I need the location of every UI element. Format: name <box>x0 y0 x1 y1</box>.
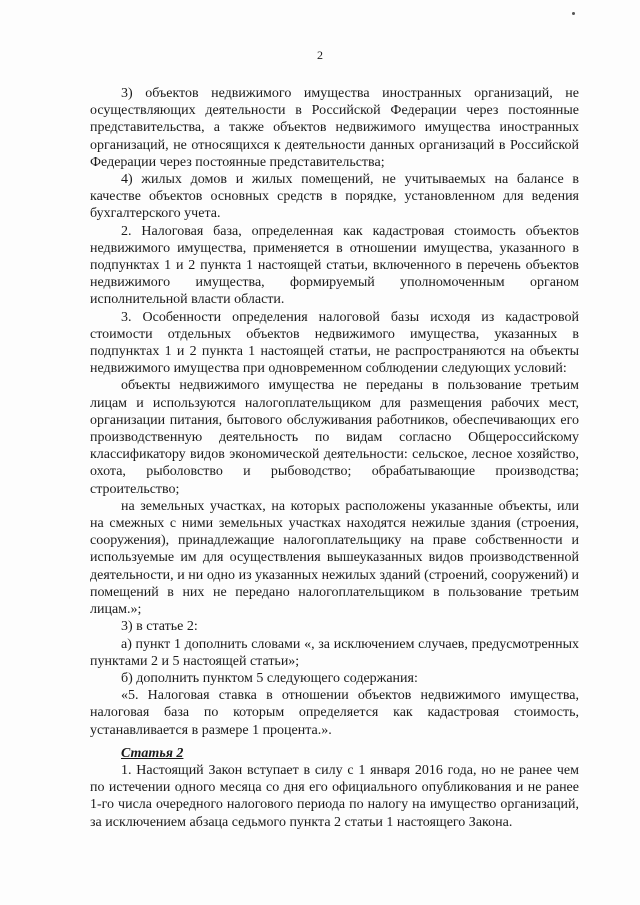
paragraph-subitem-4-residential: 4) жилых домов и жилых помещений, не учитываемых на балансе в качестве объектов основных средств в порядке, установленном для ведения бухгалтерского учета. <box>90 172 579 222</box>
document-body <box>90 85 579 831</box>
paragraph-condition-2: на земельных участках, на которых расположены указанные объекты, или на смежных с ними земельных участках находятся нежилые здания (строения, сооружения), принадлежащие налогоплательщику на праве собственности и используемые им для осуществления вышеуказанных видов производственной деятельности, и ни одно из указанных нежилых зданий (строений, сооружений) и помещений в них не передано налогоплательщиком в пользование третьим лицам.»; <box>90 498 579 618</box>
paragraph-new-item-5: «5. Налоговая ставка в отношении объектов недвижимого имущества, налоговая база по которым определяется как кадастровая стоимость, устанавливается в размере 1 процента.». <box>90 688 579 738</box>
page-number: 2 <box>317 48 323 62</box>
scan-mark <box>572 12 575 15</box>
paragraph-amend-b: б) дополнить пунктом 5 следующего содержания: <box>121 670 418 686</box>
paragraph-condition-1: объекты недвижимого имущества не переданы в пользование третьим лицам и используются налогоплательщиком для размещения рабочих мест, организации питания, бытового обслуживания работников, обеспечивающих его производственную деятельность по видам согласно Общероссийскому классификатору видов экономической деятельности: сельское, лесное хозяйство, охота, рыболовство и рыбоводство; обрабатывающие производства; строительство; <box>90 378 579 497</box>
paragraph-item-2-tax-base: 2. Налоговая база, определенная как кадастровая стоимость объектов недвижимого имущества, применяется в отношении имущества, указанного в подпунктах 1 и 2 пункта 1 настоящей статьи, включенного в перечень объектов недвижимого имущества, формируемый уполномоченным органом исполнительной власти области. <box>90 223 579 308</box>
paragraph-entry-into-force: 1. Настоящий Закон вступает в силу с 1 января 2016 года, но не ранее чем по истечении одного месяца со дня его официального опубликования и не ранее 1-го числа очередного налогового периода по налогу на имущество организаций, за исключением абзаца седьмого пункта 2 статьи 1 настоящего Закона. <box>90 762 579 830</box>
paragraph-subitem-3-foreign-orgs: 3) объектов недвижимого имущества иностранных организаций, не осуществляющих деятельности в Российской Федерации через постоянные представительства, а также объектов недвижимого имущества иностранных организаций, не относящихся к деятельности данных организаций в Российской Федерации через постоянные представительства; <box>90 86 579 170</box>
paragraph-article-2-amend: 3) в статье 2: <box>121 619 198 635</box>
paragraph-amend-a: а) пункт 1 дополнить словами «, за исключением случаев, предусмотренных пунктами 2 и 5 настоящей статьи»; <box>90 636 579 669</box>
paragraph-item-3-features: 3. Особенности определения налоговой базы исходя из кадастровой стоимости отдельных объектов недвижимого имущества, указанных в подпунктах 1 и 2 пункта 1 настоящей статьи, не распространяются на объекты недвижимого имущества при одновременном соблюдении следующих условий: <box>90 309 579 377</box>
article-2-heading: Статья 2 <box>121 745 184 761</box>
